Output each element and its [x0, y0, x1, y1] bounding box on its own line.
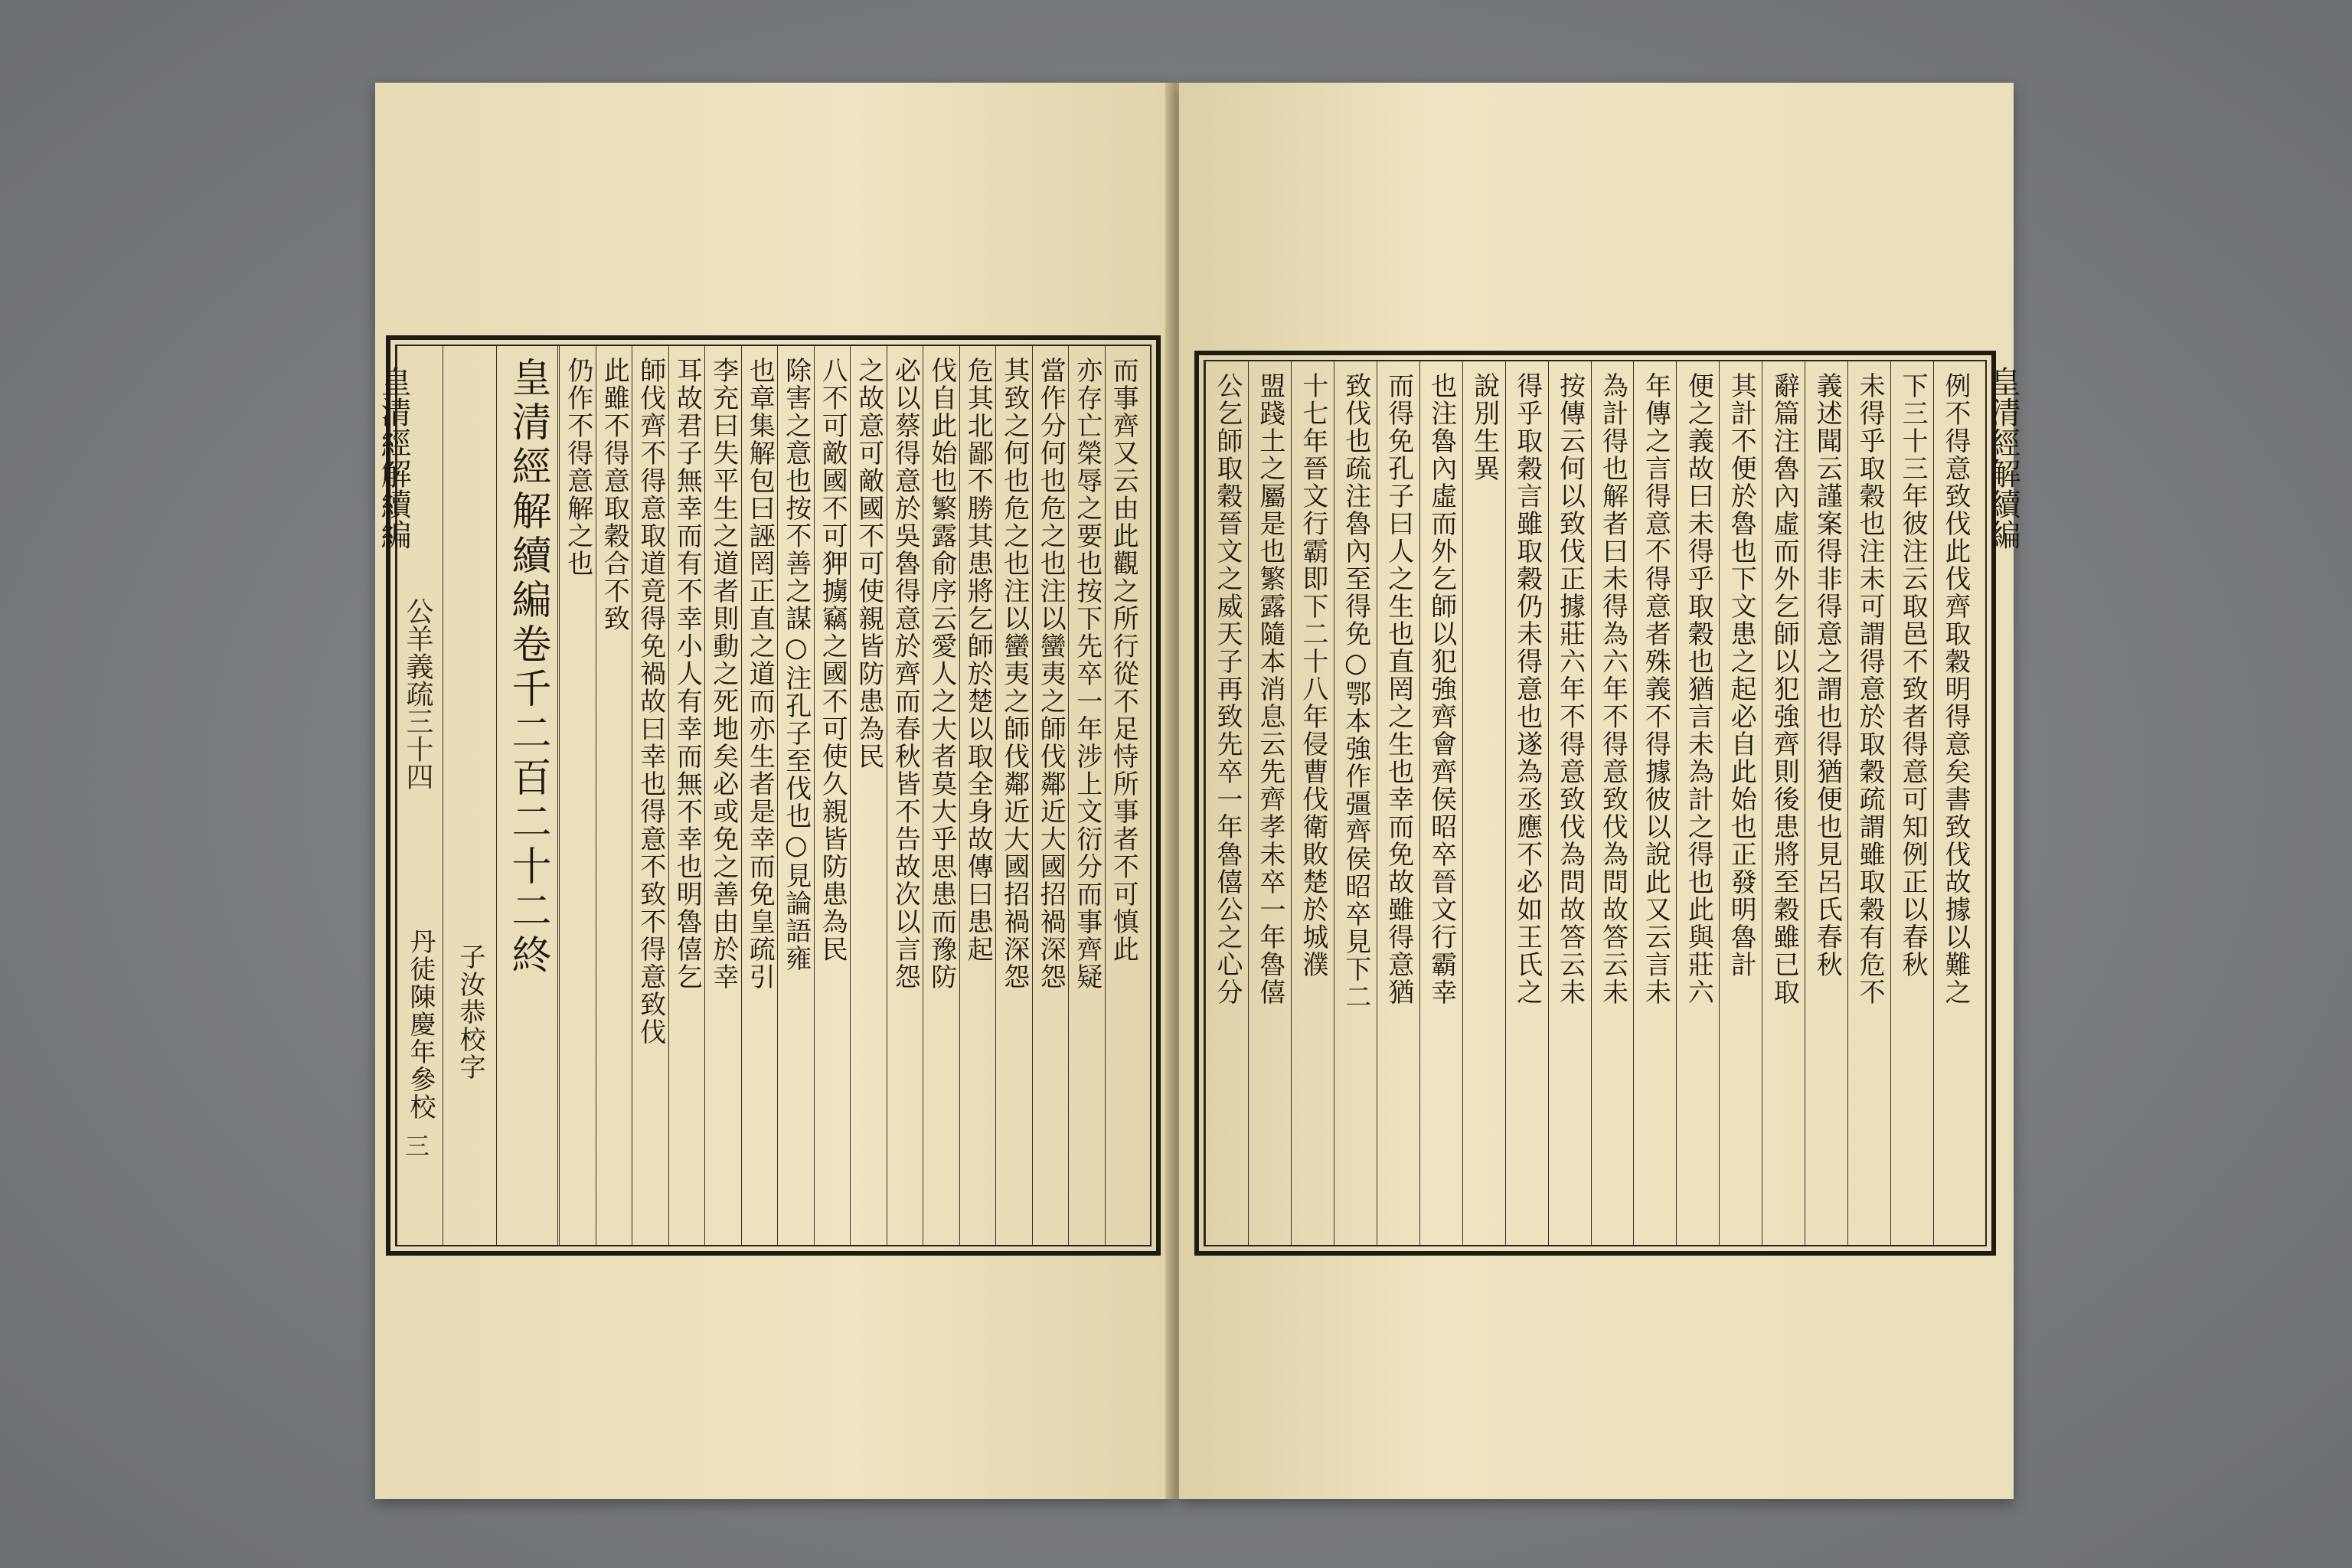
left-text-column — [959, 346, 997, 1245]
left-edge-title: 皇清經解續編 — [376, 366, 411, 550]
left-text-column — [1105, 346, 1142, 1245]
right-text-column — [1205, 361, 1249, 1245]
right-text-column — [1762, 361, 1805, 1245]
right-column-text: 便之義故曰未得乎取穀也猶言未為計之得也此與莊六 — [1683, 372, 1714, 1006]
right-text-column — [1334, 361, 1377, 1245]
left-column-text: 危其北鄙不勝其患將乞師於楚以取全身故傳曰患起 — [962, 357, 994, 963]
left-text-column — [559, 346, 596, 1245]
left-column-text: 除害之意也按不善之謀○注孔子至伐也○見論語雍 — [780, 357, 812, 972]
right-column-text: 十七年晉文行霸即下二十八年侵曹伐衛敗楚於城濮 — [1297, 372, 1328, 978]
left-text-column — [1032, 346, 1070, 1245]
right-text-column — [1633, 361, 1677, 1245]
right-text-column — [1591, 361, 1635, 1245]
left-column-text: 師伐齊不得意取道竟得免禍故曰幸也得意不致不得意致伐 — [635, 357, 666, 1046]
left-column-text: 而事齊又云由此觀之所行從不足恃所事者不可慎此 — [1108, 357, 1139, 963]
left-text-column — [850, 346, 887, 1245]
left-columns — [397, 346, 1150, 1245]
left-page — [375, 83, 1171, 1499]
right-column-text: 按傳云何以致伐正據莊六年不得意致伐為問故答云未 — [1554, 372, 1586, 1006]
left-text-column — [995, 346, 1033, 1245]
left-column-text: 耳故君子無幸而有不幸小人有幸而無不幸也明魯僖乞 — [671, 357, 703, 991]
right-text-column — [1676, 361, 1720, 1245]
left-text-column — [923, 346, 960, 1245]
right-column-text: 盟踐土之屬是也繁露隨本消息云先齊孝未卒一年魯僖 — [1254, 372, 1285, 1006]
left-text-column — [704, 346, 742, 1245]
right-column-text: 得乎取穀言雖取穀仍未得意也遂為丞應不必如王氏之 — [1511, 372, 1543, 1006]
right-column-text: 義述聞云謹案得非得意之謂也得猶便也見呂氏春秋 — [1811, 372, 1843, 978]
left-text-column — [741, 346, 779, 1245]
right-column-text: 年傳之言得意不得意者殊義不得據彼以說此又云言未 — [1640, 372, 1671, 1006]
right-column-text: 其計不便於魯也下文患之起必自此始也正發明魯計 — [1726, 372, 1757, 978]
left-column-text: 當作分何也危之也注以蠻夷之師伐鄰近大國招禍深怨 — [1035, 357, 1067, 991]
right-text-column — [1419, 361, 1463, 1245]
section-label: 公羊義疏三十四 — [402, 597, 433, 790]
left-column-text: 伐自此始也繁露俞序云愛人之大者莫大乎思患而豫防 — [926, 357, 957, 991]
left-text-column — [632, 346, 669, 1245]
left-column-text: 八不可敵國不可狎擄竊之國不可使久親皆防患為民 — [817, 357, 848, 963]
left-text-column — [777, 346, 815, 1245]
right-column-text: 為計得也解者曰未得為六年不得意致伐為問故答云未 — [1597, 372, 1628, 1006]
left-column-text: 必以蔡得意於吳魯得意於齊而春秋皆不告故次以言怨 — [890, 357, 921, 991]
left-column-text: 仍作不得意解之也 — [562, 357, 593, 577]
left-column-text: 其致之何也危之也注以蠻夷之師伐鄰近大國招禍深怨 — [998, 357, 1030, 991]
right-column-text: 也注魯內虛而外乞師以犯強齊會齊侯昭卒晉文行霸幸 — [1426, 372, 1457, 1006]
right-column-text: 辭篇注魯內虛而外乞師以犯強齊則後患將至穀雖已取 — [1769, 372, 1800, 1006]
volume-end-title-text: 皇清經解續編卷千二百二十二終 — [505, 357, 550, 978]
left-text-column — [887, 346, 924, 1245]
proofreader-line-2-text: 丹徒陳慶年參校 — [405, 928, 436, 1121]
right-text-column — [1291, 361, 1334, 1245]
right-column-text: 未得乎取穀也注未可謂得意於取穀疏謂雖取穀有危不 — [1854, 372, 1886, 1006]
left-text-column — [1068, 346, 1106, 1245]
right-column-text: 說別生異 — [1468, 372, 1500, 482]
left-text-column — [596, 346, 633, 1245]
right-text-column — [1377, 361, 1420, 1245]
right-text-column — [1248, 361, 1292, 1245]
right-text-column — [1890, 361, 1934, 1245]
left-column-text: 亦存亡榮辱之要也按下先卒一年涉上文衍分而事齊疑 — [1071, 357, 1102, 991]
open-book — [375, 83, 2020, 1499]
left-text-frame — [386, 335, 1161, 1256]
volume-end-title — [496, 346, 558, 1245]
right-text-column — [1847, 361, 1891, 1245]
left-column-text: 也章集解包曰誣罔正直之道而亦生者是幸而免皇疏引 — [744, 357, 776, 991]
right-edge-title: 皇清經解續編 — [1985, 366, 2020, 550]
left-text-column — [668, 346, 706, 1245]
right-column-text: 而得免孔子曰人之生也直罔之生也幸而免故雖得意猶 — [1383, 372, 1414, 1006]
right-column-text: 下三十三年彼注云取邑不致者得意可知例正以春秋 — [1897, 372, 1929, 978]
right-text-column — [1505, 361, 1549, 1245]
proofreader-line-1-text: 子汝恭校字 — [455, 943, 485, 1081]
right-text-column — [1719, 361, 1762, 1245]
right-column-text: 致伐也疏注魯內至得免○鄂本強作彊齊侯昭卒見下二 — [1340, 372, 1371, 1011]
right-column-text: 例不得意致伐此伐齊取穀明得意矣書致伐故據以難之 — [1940, 372, 1971, 1006]
right-columns — [1205, 361, 1985, 1245]
left-column-text: 此雖不得意取穀合不致 — [599, 357, 630, 632]
right-text-column — [1805, 361, 1848, 1245]
left-margin-labels — [398, 597, 437, 790]
proofreader-line-1 — [443, 346, 497, 1245]
right-text-column — [1548, 361, 1592, 1245]
right-column-text: 公乞師取穀晉文之威天子再致先卒一年魯僖公之心分 — [1211, 372, 1243, 1006]
book-section-label — [557, 346, 558, 1245]
right-page — [1179, 83, 2014, 1499]
page-number: 三 — [401, 1133, 430, 1158]
left-text-column — [814, 346, 851, 1245]
right-text-frame — [1194, 351, 1996, 1256]
left-column-text: 之故意可敵國不可使親皆防患為民 — [853, 357, 884, 770]
right-text-column — [1462, 361, 1506, 1245]
right-text-column — [1933, 361, 1977, 1245]
left-column-text: 李充曰失平生之道者則動之死地矣必或免之善由於幸 — [707, 357, 739, 991]
